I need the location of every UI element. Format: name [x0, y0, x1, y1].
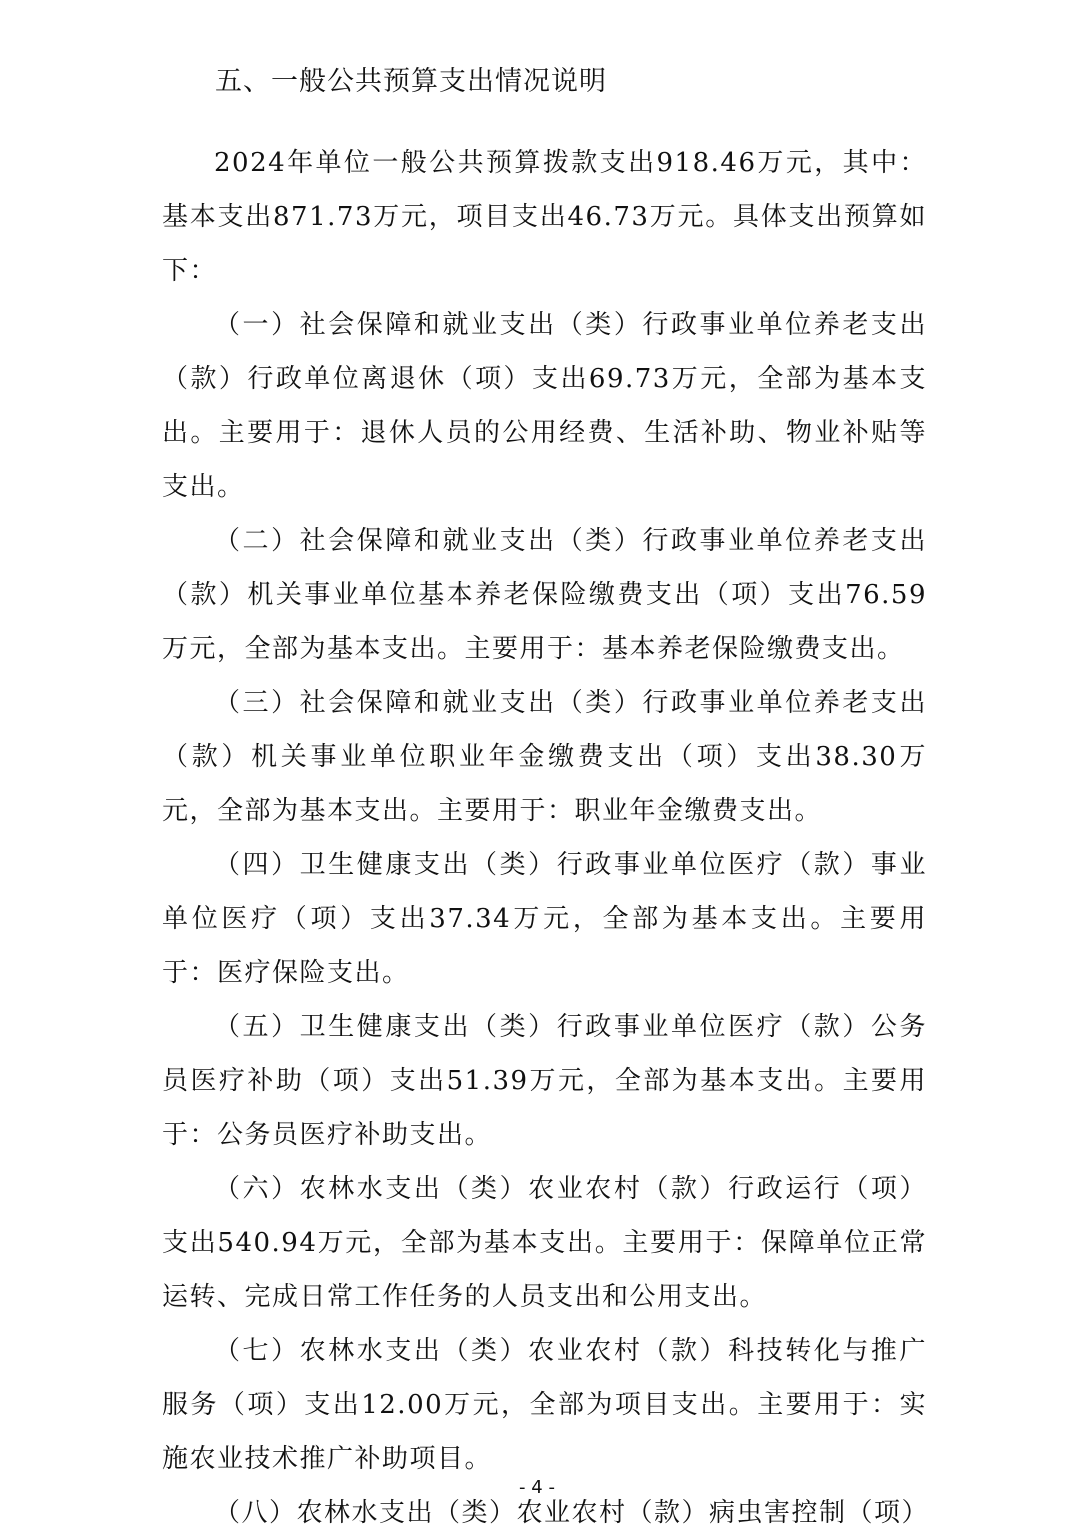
paragraph-item-2: （二）社会保障和就业支出（类）行政事业单位养老支出（款）机关事业单位基本养老保险缴费支出（项）支出76.59万元，全部为基本支出。主要用于：基本养老保险缴费支出。 [162, 526, 927, 664]
paragraph-item-7: （七）农林水支出（类）农业农村（款）科技转化与推广服务（项）支出12.00万元，全部为项目支出。主要用于：实施农业技术推广补助项目。 [162, 1336, 927, 1474]
page-number: - 4 - [519, 1477, 555, 1498]
section-heading: 五、一般公共预算支出情况说明 [215, 66, 607, 97]
document-body [162, 136, 930, 1540]
paragraph-item-3: （三）社会保障和就业支出（类）行政事业单位养老支出（款）机关事业单位职业年金缴费支出（项）支出38.30万元，全部为基本支出。主要用于：职业年金缴费支出。 [162, 688, 927, 826]
paragraph-item-5: （五）卫生健康支出（类）行政事业单位医疗（款）公务员医疗补助（项）支出51.39万元，全部为基本支出。主要用于：公务员医疗补助支出。 [162, 1012, 927, 1150]
paragraph-item-8: （八）农林水支出（类）农业农村（款）病虫害控制（项） [214, 1498, 930, 1528]
paragraph-item-1: （一）社会保障和就业支出（类）行政事业单位养老支出（款）行政单位离退休（项）支出69.73万元，全部为基本支出。主要用于：退休人员的公用经费、生活补助、物业补贴等支出。 [162, 310, 927, 502]
paragraph-summary: 2024年单位一般公共预算拨款支出918.46万元，其中：基本支出871.73万元，项目支出46.73万元。具体支出预算如下： [162, 148, 927, 286]
paragraph-item-4: （四）卫生健康支出（类）行政事业单位医疗（款）事业单位医疗（项）支出37.34万元，全部为基本支出。主要用于：医疗保险支出。 [162, 850, 927, 988]
paragraph-item-6: （六）农林水支出（类）农业农村（款）行政运行（项）支出540.94万元，全部为基本支出。主要用于：保障单位正常运转、完成日常工作任务的人员支出和公用支出。 [162, 1174, 927, 1312]
